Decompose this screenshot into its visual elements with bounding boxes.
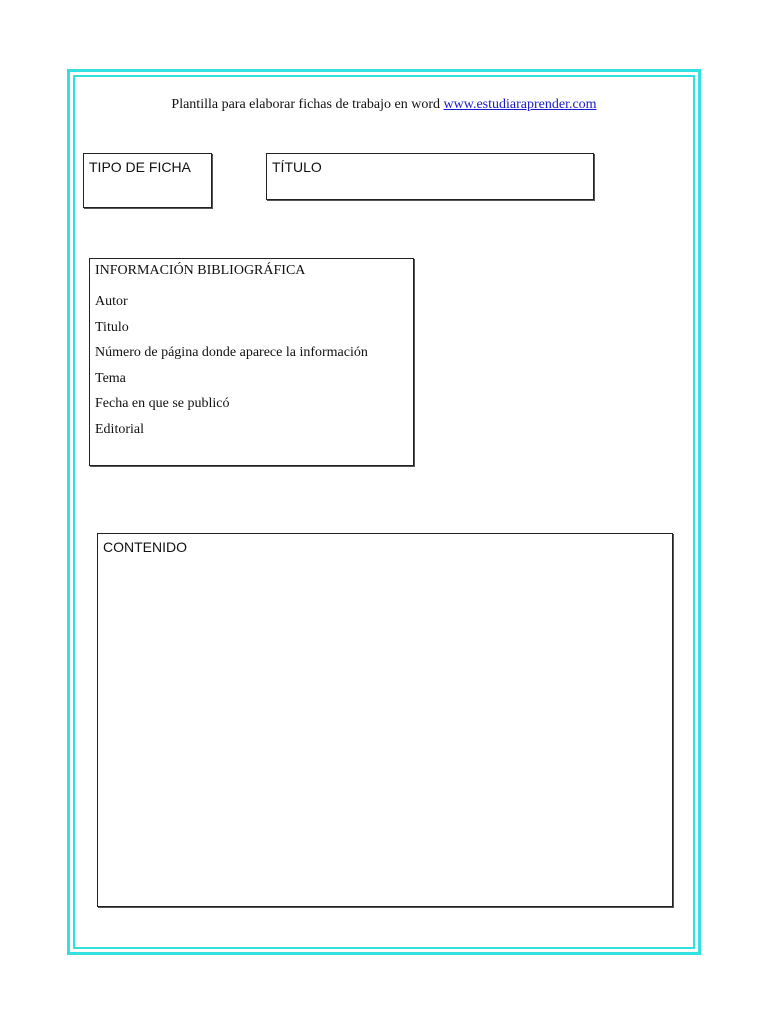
bibliographic-fields-list	[95, 289, 368, 443]
header-line	[0, 97, 768, 113]
titulo-label: TÍTULO	[272, 159, 322, 175]
titulo-box[interactable]	[266, 153, 594, 200]
contenido-label: CONTENIDO	[103, 539, 187, 555]
tipo-de-ficha-label: TIPO DE FICHA	[89, 159, 191, 175]
contenido-box[interactable]	[97, 533, 673, 907]
header-text: Plantilla para elaborar fichas de trabajo en word	[171, 97, 441, 112]
tipo-de-ficha-box[interactable]	[83, 153, 212, 208]
field-tema: Tema	[95, 370, 126, 386]
field-editorial: Editorial	[95, 421, 144, 437]
field-autor: Autor	[95, 294, 128, 309]
informacion-bibliografica-label: INFORMACIÓN BIBLIOGRÁFICA	[95, 263, 306, 278]
website-link[interactable]: www.estudiaraprender.com	[443, 97, 597, 112]
field-numero-de-pagina: Número de página donde aparece la información	[95, 345, 368, 361]
field-titulo: Titulo	[95, 319, 129, 335]
field-fecha: Fecha en que se publicó	[95, 396, 230, 412]
informacion-bibliografica-box[interactable]	[89, 258, 414, 466]
